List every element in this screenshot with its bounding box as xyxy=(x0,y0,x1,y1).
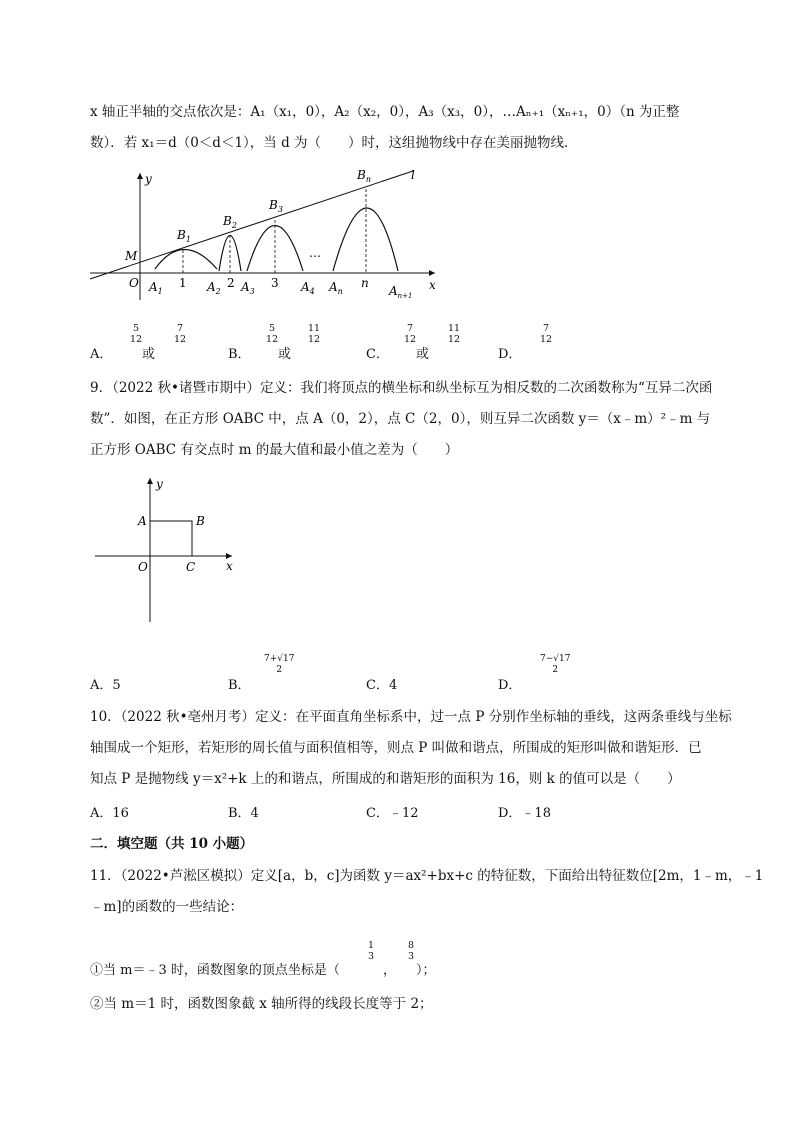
svg-text:M: M xyxy=(125,249,138,263)
q10-option-d[interactable]: D．﹣18 xyxy=(498,806,551,821)
svg-text:B: B xyxy=(196,514,205,528)
q10-line-3: 知点 P 是抛物线 y＝x²+k 上的和谐点，所围成的和谐矩形的面积为 16，则 k 的值可以是（ ） xyxy=(90,771,681,787)
line-l xyxy=(90,171,413,279)
svg-text:1: 1 xyxy=(179,276,187,290)
svg-text:An+1: $A_{n+1}$ xyxy=(389,284,413,300)
q9-line-1: 9．（2022 秋•诸暨市期中）定义：我们将顶点的横坐标和纵坐标互为相反数的二次函数称为“互异二次函 xyxy=(90,380,713,396)
svg-text:B2: $B_2$ xyxy=(223,214,237,230)
svg-text:l: l xyxy=(411,168,415,182)
q10-option-c[interactable]: C．﹣12 xyxy=(366,806,419,821)
svg-text:A: A xyxy=(138,514,147,528)
svg-text:A4: $A_4$ xyxy=(301,280,315,296)
svg-text:3: 3 xyxy=(271,276,279,290)
svg-text:n: n xyxy=(361,276,369,290)
q10-option-a[interactable]: A．16 xyxy=(90,806,129,821)
parabola-1 xyxy=(155,250,217,270)
svg-text:x: x xyxy=(226,559,233,573)
svg-text:y: y xyxy=(145,172,152,186)
parabola-n xyxy=(333,208,398,271)
q10-option-b[interactable]: B．4 xyxy=(228,806,259,821)
svg-text:A3: $A_3$ xyxy=(241,280,255,296)
svg-text:2: 2 xyxy=(227,276,235,290)
svg-text:An: $A_n$ xyxy=(329,280,343,296)
q8-line-1: x 轴正半轴的交点依次是：A₁（x₁，0），A₂（x₂，0），A₃（x₃，0），…Aₙ₊₁（xₙ₊₁，0）（n 为正整 xyxy=(90,104,680,120)
q10-line-1: 10．（2022 秋•亳州月考）定义：在平面直角坐标系中，过一点 P 分别作坐标轴的垂线，这两条垂线与坐标 xyxy=(90,709,732,725)
q9-square-figure xyxy=(90,472,240,627)
section-title-fill-in: 二．填空题（共 10 小题） xyxy=(90,836,254,852)
q10-line-2: 轴围成一个矩形，若矩形的周长值与面积值相等，则点 P 叫做和谐点，所围成的矩形叫做和谐矩形．已 xyxy=(90,740,702,756)
svg-text:A2: $A_2$ xyxy=(207,280,221,296)
q9-line-2: 数”．如图，在正方形 OABC 中，点 A（0，2），点 C（2，0），则互异二次函数 y＝（x﹣m）²﹣m 与 xyxy=(90,411,711,427)
svg-text:O: O xyxy=(138,560,148,574)
svg-text:Bn: $B_n$ xyxy=(357,168,371,184)
q11-item-2: ②当 m＝1 时，函数图象截 x 轴所得的线段长度等于 2； xyxy=(90,996,433,1012)
svg-text:C: C xyxy=(186,560,196,574)
svg-text:A1: $A_1$ xyxy=(149,280,163,296)
svg-text:B3: $B_3$ xyxy=(269,198,283,214)
svg-text:y: y xyxy=(156,477,163,491)
q11-line-1: 11．（2022•芦淞区模拟）定义[a，b，c]为函数 y＝ax²+bx+c 的特征数，下面给出特征数位[2m，1﹣m，﹣1 xyxy=(90,868,764,884)
q11-line-2: ﹣m]的函数的一些结论： xyxy=(90,899,244,915)
q8-line-2: 数）．若 x₁＝d（0＜d＜1），当 d 为（ ）时，这组抛物线中存在美丽抛物线． xyxy=(90,135,578,151)
svg-text:B1: $B_1$ xyxy=(177,228,191,244)
q8-parabola-figure xyxy=(85,165,445,303)
q9-line-3: 正方形 OABC 有交点时 m 的最大值和最小值之差为（ ） xyxy=(90,442,459,458)
svg-text:…: … xyxy=(309,246,321,260)
svg-text:x: x xyxy=(429,278,436,292)
svg-text:O: O xyxy=(129,276,139,290)
